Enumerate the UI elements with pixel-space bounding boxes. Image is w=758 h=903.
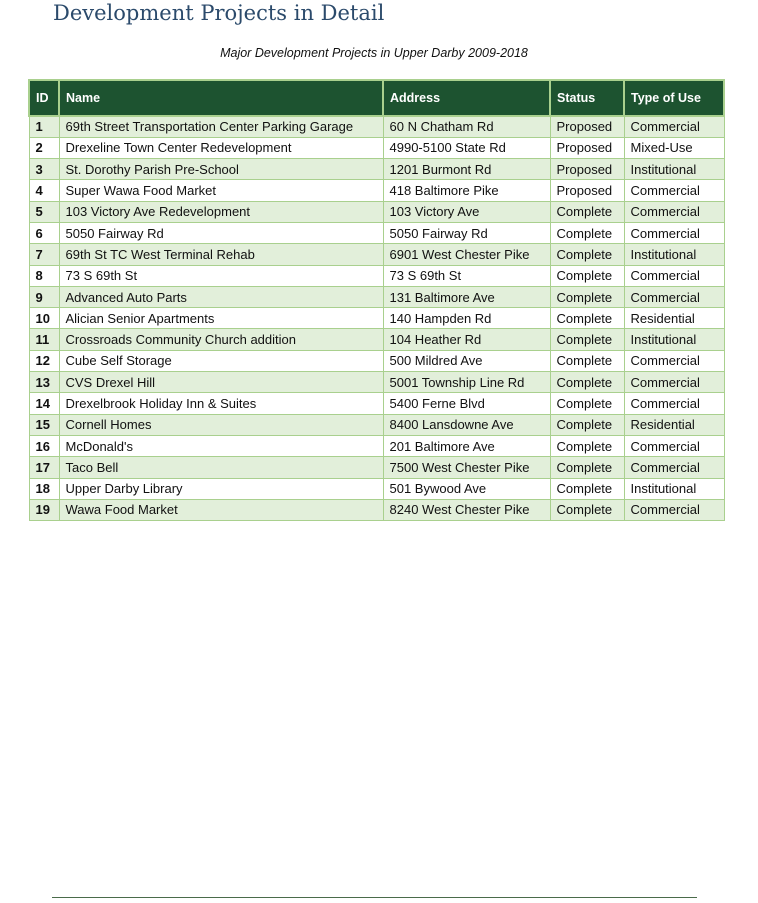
cell-status: Complete <box>550 457 624 478</box>
cell-status: Complete <box>550 265 624 286</box>
cell-id: 1 <box>29 116 59 137</box>
table-row <box>29 265 724 286</box>
cell-id: 16 <box>29 435 59 456</box>
cell-type-of-use: Institutional <box>624 159 724 180</box>
table-row <box>29 372 724 393</box>
cell-id: 3 <box>29 159 59 180</box>
cell-name: Advanced Auto Parts <box>59 286 383 307</box>
cell-name: 69th St TC West Terminal Rehab <box>59 244 383 265</box>
cell-type-of-use: Commercial <box>624 372 724 393</box>
cell-type-of-use: Commercial <box>624 116 724 137</box>
cell-type-of-use: Commercial <box>624 393 724 414</box>
column-header-type-of-use: Type of Use <box>624 80 724 116</box>
cell-id: 13 <box>29 372 59 393</box>
cell-status: Complete <box>550 222 624 243</box>
cell-status: Complete <box>550 435 624 456</box>
cell-type-of-use: Institutional <box>624 329 724 350</box>
cell-type-of-use: Commercial <box>624 499 724 520</box>
table-body <box>29 116 724 521</box>
cell-address: 131 Baltimore Ave <box>383 286 550 307</box>
cell-id: 8 <box>29 265 59 286</box>
table-row <box>29 116 724 137</box>
table-caption: Major Development Projects in Upper Darby 2009-2018 <box>220 46 528 60</box>
cell-id: 15 <box>29 414 59 435</box>
cell-address: 501 Bywood Ave <box>383 478 550 499</box>
cell-address: 73 S 69th St <box>383 265 550 286</box>
cell-status: Proposed <box>550 159 624 180</box>
cell-address: 5400 Ferne Blvd <box>383 393 550 414</box>
table-row <box>29 201 724 222</box>
cell-status: Complete <box>550 244 624 265</box>
cell-address: 60 N Chatham Rd <box>383 116 550 137</box>
cell-type-of-use: Mixed-Use <box>624 137 724 158</box>
page-heading: Development Projects in Detail <box>53 1 385 25</box>
cell-type-of-use: Commercial <box>624 222 724 243</box>
cell-status: Complete <box>550 499 624 520</box>
cell-type-of-use: Commercial <box>624 265 724 286</box>
column-header-id: ID <box>29 80 59 116</box>
cell-address: 103 Victory Ave <box>383 201 550 222</box>
cell-type-of-use: Residential <box>624 414 724 435</box>
table-row <box>29 350 724 371</box>
cell-status: Complete <box>550 393 624 414</box>
cell-id: 9 <box>29 286 59 307</box>
cell-name: Wawa Food Market <box>59 499 383 520</box>
table-header-row <box>29 80 724 116</box>
cell-status: Complete <box>550 286 624 307</box>
projects-table <box>28 79 725 521</box>
cell-id: 12 <box>29 350 59 371</box>
cell-name: Drexeline Town Center Redevelopment <box>59 137 383 158</box>
cell-name: St. Dorothy Parish Pre-School <box>59 159 383 180</box>
table-row <box>29 244 724 265</box>
cell-status: Complete <box>550 201 624 222</box>
cell-address: 8400 Lansdowne Ave <box>383 414 550 435</box>
table-row <box>29 329 724 350</box>
cell-id: 5 <box>29 201 59 222</box>
cell-status: Proposed <box>550 137 624 158</box>
cell-name: Drexelbrook Holiday Inn & Suites <box>59 393 383 414</box>
cell-type-of-use: Institutional <box>624 478 724 499</box>
cell-status: Complete <box>550 372 624 393</box>
table-row <box>29 393 724 414</box>
cell-status: Complete <box>550 329 624 350</box>
cell-type-of-use: Commercial <box>624 457 724 478</box>
cell-id: 2 <box>29 137 59 158</box>
cell-type-of-use: Commercial <box>624 286 724 307</box>
cell-name: Cube Self Storage <box>59 350 383 371</box>
table-row <box>29 308 724 329</box>
cell-name: 5050 Fairway Rd <box>59 222 383 243</box>
cell-id: 6 <box>29 222 59 243</box>
table-row <box>29 457 724 478</box>
column-header-status: Status <box>550 80 624 116</box>
table-row <box>29 222 724 243</box>
cell-status: Complete <box>550 414 624 435</box>
table-row <box>29 499 724 520</box>
cell-address: 5001 Township Line Rd <box>383 372 550 393</box>
cell-address: 6901 West Chester Pike <box>383 244 550 265</box>
cell-id: 7 <box>29 244 59 265</box>
cell-id: 11 <box>29 329 59 350</box>
cell-type-of-use: Commercial <box>624 180 724 201</box>
cell-name: Super Wawa Food Market <box>59 180 383 201</box>
column-header-address: Address <box>383 80 550 116</box>
cell-address: 5050 Fairway Rd <box>383 222 550 243</box>
cell-type-of-use: Institutional <box>624 244 724 265</box>
cell-id: 4 <box>29 180 59 201</box>
cell-address: 140 Hampden Rd <box>383 308 550 329</box>
cell-id: 18 <box>29 478 59 499</box>
table-row <box>29 435 724 456</box>
cell-address: 1201 Burmont Rd <box>383 159 550 180</box>
cell-name: Cornell Homes <box>59 414 383 435</box>
cell-name: Taco Bell <box>59 457 383 478</box>
table-row <box>29 180 724 201</box>
cell-address: 4990-5100 State Rd <box>383 137 550 158</box>
cell-status: Proposed <box>550 180 624 201</box>
table-row <box>29 414 724 435</box>
cell-type-of-use: Residential <box>624 308 724 329</box>
cell-type-of-use: Commercial <box>624 435 724 456</box>
cell-name: Alician Senior Apartments <box>59 308 383 329</box>
cell-name: McDonald's <box>59 435 383 456</box>
cell-name: Upper Darby Library <box>59 478 383 499</box>
cell-id: 14 <box>29 393 59 414</box>
cell-address: 104 Heather Rd <box>383 329 550 350</box>
cell-type-of-use: Commercial <box>624 201 724 222</box>
cell-address: 7500 West Chester Pike <box>383 457 550 478</box>
cell-id: 10 <box>29 308 59 329</box>
column-header-name: Name <box>59 80 383 116</box>
cell-address: 201 Baltimore Ave <box>383 435 550 456</box>
cell-status: Complete <box>550 350 624 371</box>
cell-id: 17 <box>29 457 59 478</box>
cell-address: 8240 West Chester Pike <box>383 499 550 520</box>
cell-type-of-use: Commercial <box>624 350 724 371</box>
cell-name: 103 Victory Ave Redevelopment <box>59 201 383 222</box>
cell-status: Proposed <box>550 116 624 137</box>
table-row <box>29 478 724 499</box>
footer-divider <box>52 897 697 898</box>
table-row <box>29 137 724 158</box>
cell-status: Complete <box>550 478 624 499</box>
cell-id: 19 <box>29 499 59 520</box>
cell-name: Crossroads Community Church addition <box>59 329 383 350</box>
table-row <box>29 286 724 307</box>
cell-status: Complete <box>550 308 624 329</box>
cell-name: CVS Drexel Hill <box>59 372 383 393</box>
cell-name: 73 S 69th St <box>59 265 383 286</box>
cell-address: 500 Mildred Ave <box>383 350 550 371</box>
cell-name: 69th Street Transportation Center Parking Garage <box>59 116 383 137</box>
cell-address: 418 Baltimore Pike <box>383 180 550 201</box>
table-row <box>29 159 724 180</box>
